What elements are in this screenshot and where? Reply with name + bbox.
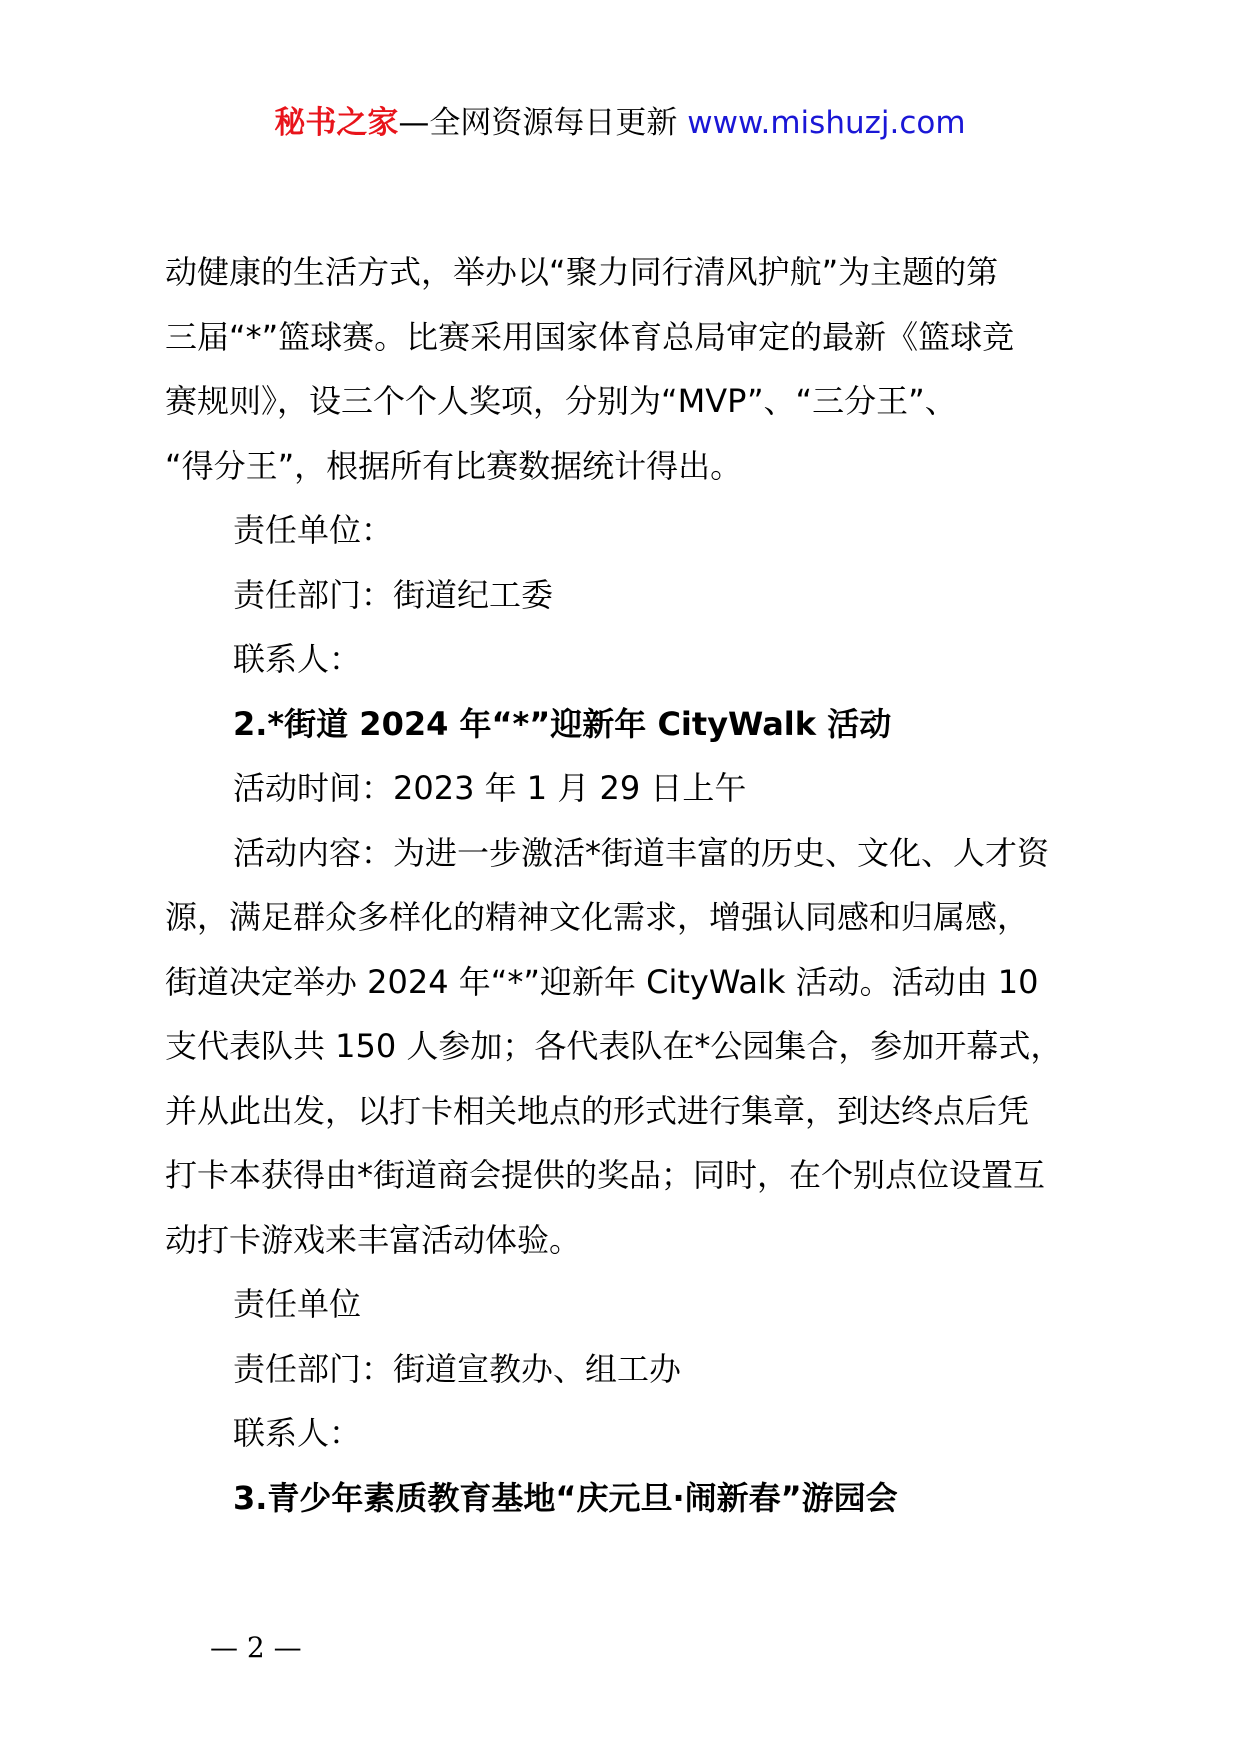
paragraph-line: 联系人：	[233, 1414, 362, 1452]
paragraph-line: 打卡本获得由*街道商会提供的奖品；同时，在个别点位设置互	[165, 1156, 1046, 1194]
paragraph-line: 赛规则》，设三个个人奖项，分别为“MVP”、“三分王”、	[165, 382, 957, 420]
section-heading: 3.青少年素质教育基地“庆元旦·闹新春”游园会	[233, 1478, 898, 1517]
header-tagline: —全网资源每日更新	[398, 105, 688, 141]
paragraph-line: 活动内容：为进一步激活*街道丰富的历史、文化、人才资	[233, 833, 1050, 872]
section-heading: 2.*街道 2024 年“*”迎新年 CityWalk 活动	[233, 704, 892, 743]
paragraph-line: “得分王”，根据所有比赛数据统计得出。	[165, 446, 743, 485]
page-number: — 2 —	[210, 1631, 302, 1664]
paragraph-line: 活动时间：2023 年 1 月 29 日上午	[233, 769, 747, 807]
header-brand: 秘书之家	[274, 105, 399, 141]
paragraph-line: 支代表队共 150 人参加；各代表队在*公园集合，参加开幕式，	[165, 1027, 1063, 1065]
paragraph-line: 三届“*”篮球赛。比赛采用国家体育总局审定的最新《篮球竞	[165, 317, 1015, 356]
paragraph-line: 街道决定举办 2024 年“*”迎新年 CityWalk 活动。活动由 10	[165, 962, 1039, 1001]
paragraph-line: 责任单位	[233, 1285, 362, 1323]
paragraph-line: 源，满足群众多样化的精神文化需求，增强认同感和归属感，	[165, 898, 1030, 936]
paragraph-line: 动打卡游戏来丰富活动体验。	[165, 1220, 582, 1259]
page-header	[0, 103, 1240, 143]
paragraph-line: 责任部门：街道宣教办、组工办	[233, 1349, 682, 1388]
paragraph-line: 并从此出发，以打卡相关地点的形式进行集章，到达终点后凭	[165, 1091, 1030, 1130]
header-url-link[interactable]: www.mishuzj.com	[687, 105, 966, 141]
paragraph-line: 责任单位：	[233, 511, 394, 549]
paragraph-line: 责任部门：街道纪工委	[233, 575, 554, 614]
paragraph-line: 联系人：	[233, 640, 362, 678]
document-body	[165, 240, 1115, 1530]
paragraph-line: 动健康的生活方式，举办以“聚力同行清风护航”为主题的第	[165, 253, 999, 291]
